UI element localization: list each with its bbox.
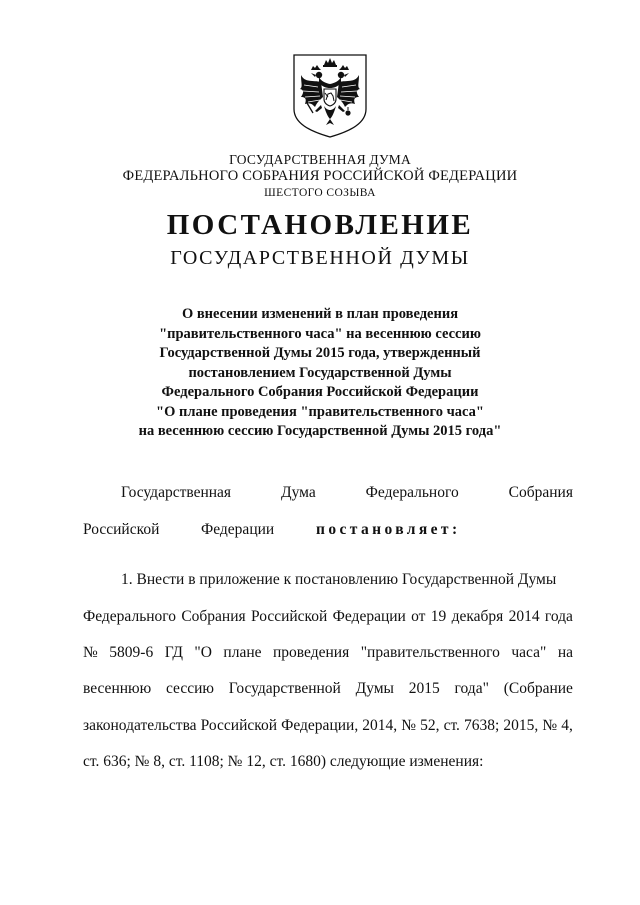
word: часа" (511, 644, 547, 661)
heading-line: Государственной Думы 2015 года, утвержденный (159, 345, 481, 361)
word: Российской (250, 608, 328, 625)
org-line-convocation: ШЕСТОГО СОЗЫВА (264, 187, 376, 199)
heading-line: Федерального Собрания Российской Федерации (161, 384, 479, 400)
word: 4, (561, 717, 573, 734)
word: на (557, 644, 573, 661)
word: Государственной (228, 680, 341, 697)
word: от (411, 608, 426, 625)
word: декабря (451, 608, 504, 625)
word: 2014, (362, 717, 398, 734)
word: сессию (165, 680, 214, 697)
word: 52, (420, 717, 440, 734)
heading-line: на весеннюю сессию Государственной Думы 2015 года" (138, 423, 502, 439)
word: Федерации (332, 608, 406, 625)
paragraph-1-line-1: 1. Внести в приложение к постановлению Государственной Думы (121, 571, 557, 588)
heading-line: постановлением Государственной Думы (188, 364, 452, 381)
paragraph-1-line-6: ст. 636; № 8, ст. 1108; № 12, ст. 1680) следующие изменения: (83, 753, 484, 770)
heading-line: О внесении изменений в план проведения (181, 306, 459, 322)
word: 19 (430, 608, 447, 625)
heading-line: "О плане проведения "правительственного часа" (156, 403, 484, 420)
preamble-line-1 (121, 483, 573, 503)
word: Думы (355, 680, 394, 697)
heading-line: "правительственного часа" на весеннюю сессию (159, 325, 481, 342)
word: Собрания (181, 608, 246, 625)
word: 2015 (408, 680, 440, 697)
word: 5809-6 (109, 644, 154, 661)
preamble-word: Государственная (121, 484, 232, 501)
preamble-verb-resolves: постановляет: (316, 521, 461, 538)
word: 7638; (464, 717, 500, 734)
word: № (401, 717, 417, 734)
document-title: ПОСТАНОВЛЕНИЕ (166, 209, 474, 241)
word: плане (223, 644, 262, 661)
paragraph-1-line-4 (83, 679, 573, 699)
word: года (544, 608, 573, 625)
preamble-word-russian: Российской (83, 521, 160, 538)
paragraph-1-line-5 (83, 716, 573, 736)
word: ГД (164, 644, 183, 661)
org-line-federal-assembly: ФЕДЕРАЛЬНОГО СОБРАНИЯ РОССИЙСКОЙ ФЕДЕРАЦИИ (122, 168, 518, 184)
preamble-word-federation: Федерации (201, 521, 275, 538)
word: № (542, 717, 558, 734)
document-subtitle: ГОСУДАРСТВЕННОЙ ДУМЫ (170, 247, 470, 269)
word: законодательства (83, 717, 197, 734)
paragraph-1-line-3 (83, 643, 573, 663)
word: Российской (200, 717, 278, 734)
word: "О (194, 644, 212, 661)
word: "правительственного (360, 644, 500, 661)
preamble-word: Дума (281, 484, 316, 501)
resolution-heading (0, 305, 640, 442)
word: 2014 (508, 608, 540, 625)
word: года" (454, 680, 489, 697)
word: (Собрание (503, 680, 573, 697)
word: проведения (273, 644, 350, 661)
word: № (83, 644, 98, 661)
word: Федерации, (281, 717, 359, 734)
word: 2015, (503, 717, 539, 734)
org-line-state-duma: ГОСУДАРСТВЕННАЯ ДУМА (229, 152, 411, 167)
double-headed-eagle-emblem-icon (291, 53, 369, 139)
preamble-word: Собрания (508, 484, 573, 501)
preamble-word: Федерального (365, 484, 459, 501)
word: весеннюю (83, 680, 152, 697)
word: ст. (443, 717, 460, 734)
word: Федерального (83, 608, 177, 625)
paragraph-1-line-2 (83, 607, 573, 627)
